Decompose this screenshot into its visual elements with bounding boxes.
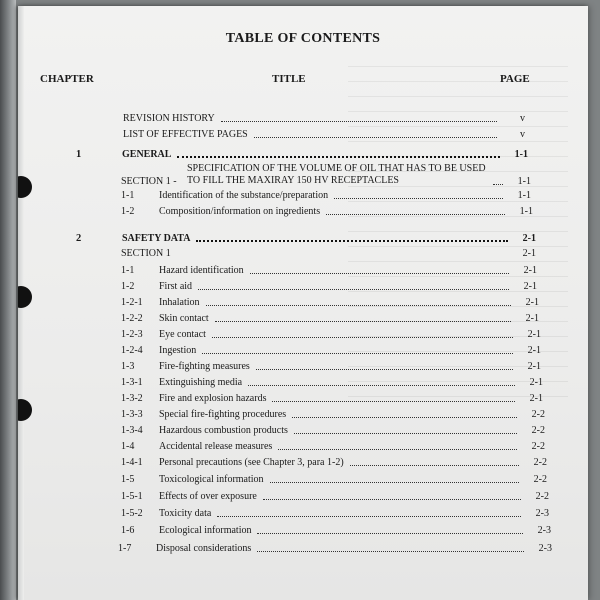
section-page: 2-1 <box>522 248 536 259</box>
toc-entry <box>121 522 551 536</box>
toc-entry-page: 2-1 <box>525 297 539 308</box>
toc-entry-page: 2-2 <box>533 457 547 468</box>
toc-entry <box>121 505 549 519</box>
toc-entry <box>121 342 541 356</box>
chapter-heading <box>76 230 536 244</box>
toc-entry-page: 2-3 <box>535 508 549 519</box>
dot-leader <box>334 188 503 199</box>
dot-leader <box>257 523 523 534</box>
toc-entry-page: v <box>520 129 525 140</box>
toc-entry-page: 2-1 <box>529 377 543 388</box>
section-title: SPECIFICATION OF THE VOLUME OF OIL THAT HAS TO BE USED TO FILL THE MAXIRAY 150 HV RECEPTACLES <box>187 163 486 186</box>
dot-leader <box>206 295 511 306</box>
document-page <box>18 6 588 600</box>
toc-entry-page: 2-2 <box>531 409 545 420</box>
chapter-page: 1-1 <box>514 149 528 160</box>
dot-leader <box>215 311 511 322</box>
chapter-heading <box>76 146 528 160</box>
toc-entry <box>121 471 547 485</box>
toc-entry-number: 1-2-1 <box>121 297 143 308</box>
toc-entry-title: Disposal considerations <box>156 543 252 554</box>
dot-leader <box>292 407 517 418</box>
toc-entry <box>123 110 525 124</box>
binder-gap <box>0 0 16 600</box>
toc-entry <box>121 294 539 308</box>
toc-entry-title: Ingestion <box>159 345 197 356</box>
toc-entry <box>121 326 541 340</box>
page-column-header: PAGE <box>500 73 530 85</box>
section-title: SECTION 1 <box>121 248 171 259</box>
toc-entry <box>121 406 545 420</box>
toc-entry-page: v <box>520 113 525 124</box>
toc-entry-title: Skin contact <box>159 313 209 324</box>
toc-entry <box>121 374 543 388</box>
toc-entry-title: Special fire-fighting procedures <box>159 409 287 420</box>
chapter-number: 2 <box>76 233 82 244</box>
dot-leader <box>217 506 521 517</box>
toc-entry-title: Ecological information <box>159 525 252 536</box>
toc-entry-number: 1-3 <box>121 361 135 372</box>
toc-entry <box>121 187 531 201</box>
dot-leader <box>278 439 517 450</box>
toc-entry <box>121 358 541 372</box>
chapter-page: 2-1 <box>522 233 536 244</box>
toc-entry <box>121 438 545 452</box>
dot-leader <box>326 204 505 215</box>
section-label: SECTION 1 - <box>121 176 177 187</box>
toc-entry-number: 1-2 <box>121 281 135 292</box>
toc-entry-title: Eye contact <box>159 329 206 340</box>
toc-entry-title: Hazardous combustion products <box>159 425 288 436</box>
toc-entry-number: 1-5-2 <box>121 508 143 519</box>
toc-entry-title: Toxicological information <box>159 474 264 485</box>
dot-leader <box>250 263 509 274</box>
section-page: 1-1 <box>517 176 531 187</box>
chapter-title: SAFETY DATA <box>122 233 191 244</box>
toc-entry-number: 1-5 <box>121 474 135 485</box>
toc-entry-page: 2-3 <box>537 525 551 536</box>
section-entry <box>121 245 536 259</box>
toc-entry-title: Toxicity data <box>159 508 212 519</box>
toc-entry-number: 1-6 <box>121 525 135 536</box>
title-column-header: TITLE <box>272 73 306 85</box>
toc-entry-number: 1-7 <box>118 543 132 554</box>
toc-entry <box>121 203 533 217</box>
dot-leader <box>221 111 497 122</box>
section-entry <box>121 159 531 187</box>
dot-leader <box>248 375 515 386</box>
toc-entry-page: 2-1 <box>527 361 541 372</box>
toc-entry-page: 2-2 <box>535 491 549 502</box>
toc-entry-page: 2-2 <box>531 425 545 436</box>
dot-leader <box>212 327 513 338</box>
dot-leader <box>254 127 497 138</box>
dot-leader <box>256 359 513 370</box>
toc-entry-number: 1-1 <box>121 190 135 201</box>
toc-entry-title: Hazard identification <box>159 265 244 276</box>
toc-entry-number: 1-3-4 <box>121 425 143 436</box>
toc-entry-number: 1-1 <box>121 265 135 276</box>
toc-entry-title: Fire-fighting measures <box>159 361 250 372</box>
toc-entry <box>121 390 543 404</box>
toc-entry-number: 1-4 <box>121 441 135 452</box>
toc-entry-page: 2-1 <box>523 265 537 276</box>
chapter-number: 1 <box>76 149 82 160</box>
toc-entry-title: Identification of the substance/preparation <box>159 190 329 201</box>
toc-entry <box>121 454 547 468</box>
toc-entry-title: REVISION HISTORY <box>123 113 215 124</box>
toc-entry-title: Fire and explosion hazards <box>159 393 267 404</box>
toc-entry-number: 1-3-3 <box>121 409 143 420</box>
dot-leader <box>270 472 519 483</box>
toc-entry-number: 1-2-3 <box>121 329 143 340</box>
dot-leader <box>263 489 521 500</box>
toc-entry-title: Effects of over exposure <box>159 491 257 502</box>
toc-entry-number: 1-5-1 <box>121 491 143 502</box>
binder-hole-1 <box>18 176 32 198</box>
toc-entry-page: 1-1 <box>519 206 533 217</box>
toc-entry-number: 1-3-1 <box>121 377 143 388</box>
toc-entry-title: Extinguishing media <box>159 377 243 388</box>
toc-entry-page: 2-1 <box>527 345 541 356</box>
chapter-column-header: CHAPTER <box>40 73 94 85</box>
toc-entry-page: 2-1 <box>525 313 539 324</box>
dot-leader <box>294 423 517 434</box>
toc-entry-page: 1-1 <box>517 190 531 201</box>
toc-entry <box>123 126 525 140</box>
toc-entry <box>118 540 552 554</box>
dot-leader <box>198 279 509 290</box>
toc-entry-title: Personal precautions (see Chapter 3, para 1-2) <box>159 457 344 468</box>
toc-entry-title: Accidental release measures <box>159 441 273 452</box>
toc-entry-number: 1-4-1 <box>121 457 143 468</box>
binder-hole-3 <box>18 399 32 421</box>
dot-leader <box>196 230 508 242</box>
toc-entry-number: 1-2-2 <box>121 313 143 324</box>
dot-leader <box>202 343 513 354</box>
toc-entry-page: 2-1 <box>523 281 537 292</box>
page-title: TABLE OF CONTENTS <box>225 31 381 46</box>
dot-leader <box>493 174 503 185</box>
toc-entry-number: 1-2-4 <box>121 345 143 356</box>
toc-entry-title: Inhalation <box>159 297 200 308</box>
toc-entry <box>121 488 549 502</box>
binder-hole-2 <box>18 286 32 308</box>
toc-entry-page: 2-2 <box>533 474 547 485</box>
toc-entry <box>121 422 545 436</box>
chapter-title: GENERAL <box>122 149 172 160</box>
dot-leader <box>257 541 524 552</box>
toc-entry-number: 1-3-2 <box>121 393 143 404</box>
toc-entry <box>121 310 539 324</box>
toc-entry-title: First aid <box>159 281 193 292</box>
toc-entry-page: 2-1 <box>527 329 541 340</box>
toc-entry-number: 1-2 <box>121 206 135 217</box>
toc-entry-page: 2-2 <box>531 441 545 452</box>
spacer <box>177 246 508 257</box>
dot-leader <box>350 455 519 466</box>
dot-leader <box>177 146 500 158</box>
toc-entry-page: 2-3 <box>538 543 552 554</box>
dot-leader <box>272 391 515 402</box>
toc-entry-page: 2-1 <box>529 393 543 404</box>
toc-entry-title: Composition/information on ingredients <box>159 206 321 217</box>
toc-entry-title: LIST OF EFFECTIVE PAGES <box>123 129 248 140</box>
toc-entry <box>121 278 537 292</box>
toc-entry <box>121 262 537 276</box>
